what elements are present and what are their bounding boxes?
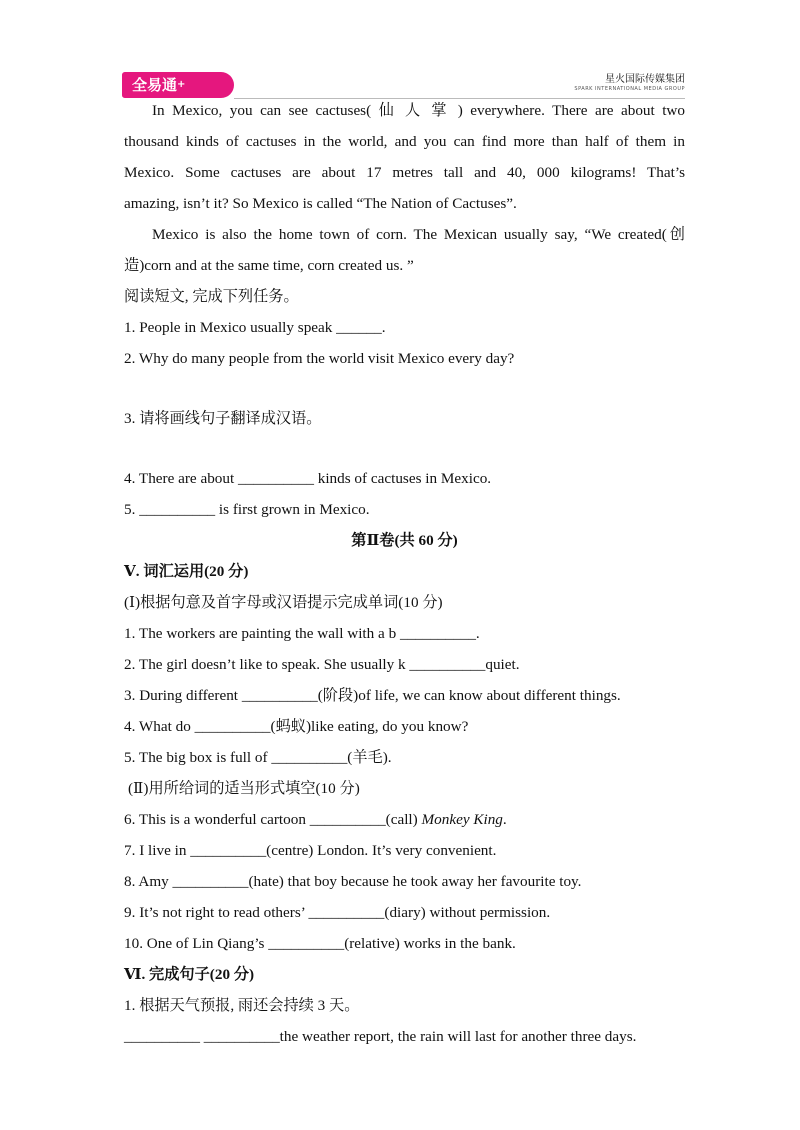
exercise-item-end: .: [502, 811, 507, 828]
task-item: 2. Why do many people from the world visit Mexico every day?: [124, 350, 515, 367]
exercise-item: 8. Amy __________(hate) that boy because he took away her favourite toy.: [124, 873, 582, 890]
section-5-part-1-title: (Ⅰ)根据句意及首字母或汉语提示完成单词(10 分): [124, 594, 443, 611]
document-body: [124, 95, 685, 1052]
brand-logo-text: 全易通: [132, 76, 178, 94]
task-item: 4. There are about __________ kinds of cactuses in Mexico.: [124, 470, 492, 487]
exercise-item: 2. The girl doesn’t like to speak. She usually k __________quiet.: [124, 656, 520, 673]
section-5-part-2-title: (Ⅱ)用所给词的适当形式填空(10 分): [128, 780, 360, 797]
passage-line: thousand kinds of cactuses in the world, and you can find more than half of them in: [124, 133, 685, 150]
publisher-title: 星火国际传媒集团: [605, 74, 685, 85]
exercise-item: [124, 804, 685, 835]
cartoon-title: Monkey King: [421, 811, 503, 828]
passage-line: Mexico is also the home town of corn. The Mexican usually say, “We created(创: [152, 226, 685, 243]
passage-paragraph-1: [124, 95, 685, 188]
answer-space: [124, 374, 685, 403]
passage-paragraph-2: [124, 219, 685, 250]
exercise-item: 1. 根据天气预报, 雨还会持续 3 天。: [124, 997, 360, 1014]
volume-title: 第Ⅱ卷(共 60 分): [351, 532, 458, 549]
exercise-item: 10. One of Lin Qiang’s __________(relative) works in the bank.: [124, 935, 516, 952]
exercise-item: 7. I live in __________(centre) London. It’s very convenient.: [124, 842, 497, 859]
section-6-title: Ⅵ. 完成句子(20 分): [124, 966, 255, 983]
passage-line: amazing, isn’t it? So Mexico is called “The Nation of Cactuses”.: [124, 195, 517, 212]
exercise-item-text: 6. This is a wonderful cartoon __________(call): [124, 811, 422, 828]
answer-space: [124, 434, 685, 463]
task-item: 5. __________ is first grown in Mexico.: [124, 501, 370, 518]
brand-logo-mark: +: [177, 79, 186, 90]
passage-line: In Mexico, you can see cactuses( 仙 人 掌 ) everywhere. There are about two: [152, 102, 685, 119]
passage-line: Mexico. Some cactuses are about 17 metres tall and 40, 000 kilograms! That’s: [124, 164, 685, 181]
exercise-item: 3. During different __________(阶段)of life, we can know about different things.: [124, 687, 621, 704]
section-5-title: Ⅴ. 词汇运用(20 分): [124, 563, 249, 580]
task-item: 1. People in Mexico usually speak ______.: [124, 319, 386, 336]
task-instruction: 阅读短文, 完成下列任务。: [124, 288, 299, 305]
publisher-name: [574, 74, 685, 93]
exercise-item: 5. The big box is full of __________(羊毛).: [124, 749, 392, 766]
exercise-item: 1. The workers are painting the wall with a b __________.: [124, 625, 480, 642]
publisher-subtitle: SPARK INTERNATIONAL MEDIA GROUP: [574, 86, 685, 92]
exercise-item: 9. It’s not right to read others’ __________(diary) without permission.: [124, 904, 551, 921]
task-item: 3. 请将画线句子翻译成汉语。: [124, 410, 322, 427]
exercise-item: 4. What do __________(蚂蚁)like eating, do you know?: [124, 718, 469, 735]
passage-line: 造)corn and at the same time, corn created us. ”: [124, 257, 414, 274]
exercise-item: __________ __________the weather report, the rain will last for another three days.: [124, 1028, 637, 1045]
